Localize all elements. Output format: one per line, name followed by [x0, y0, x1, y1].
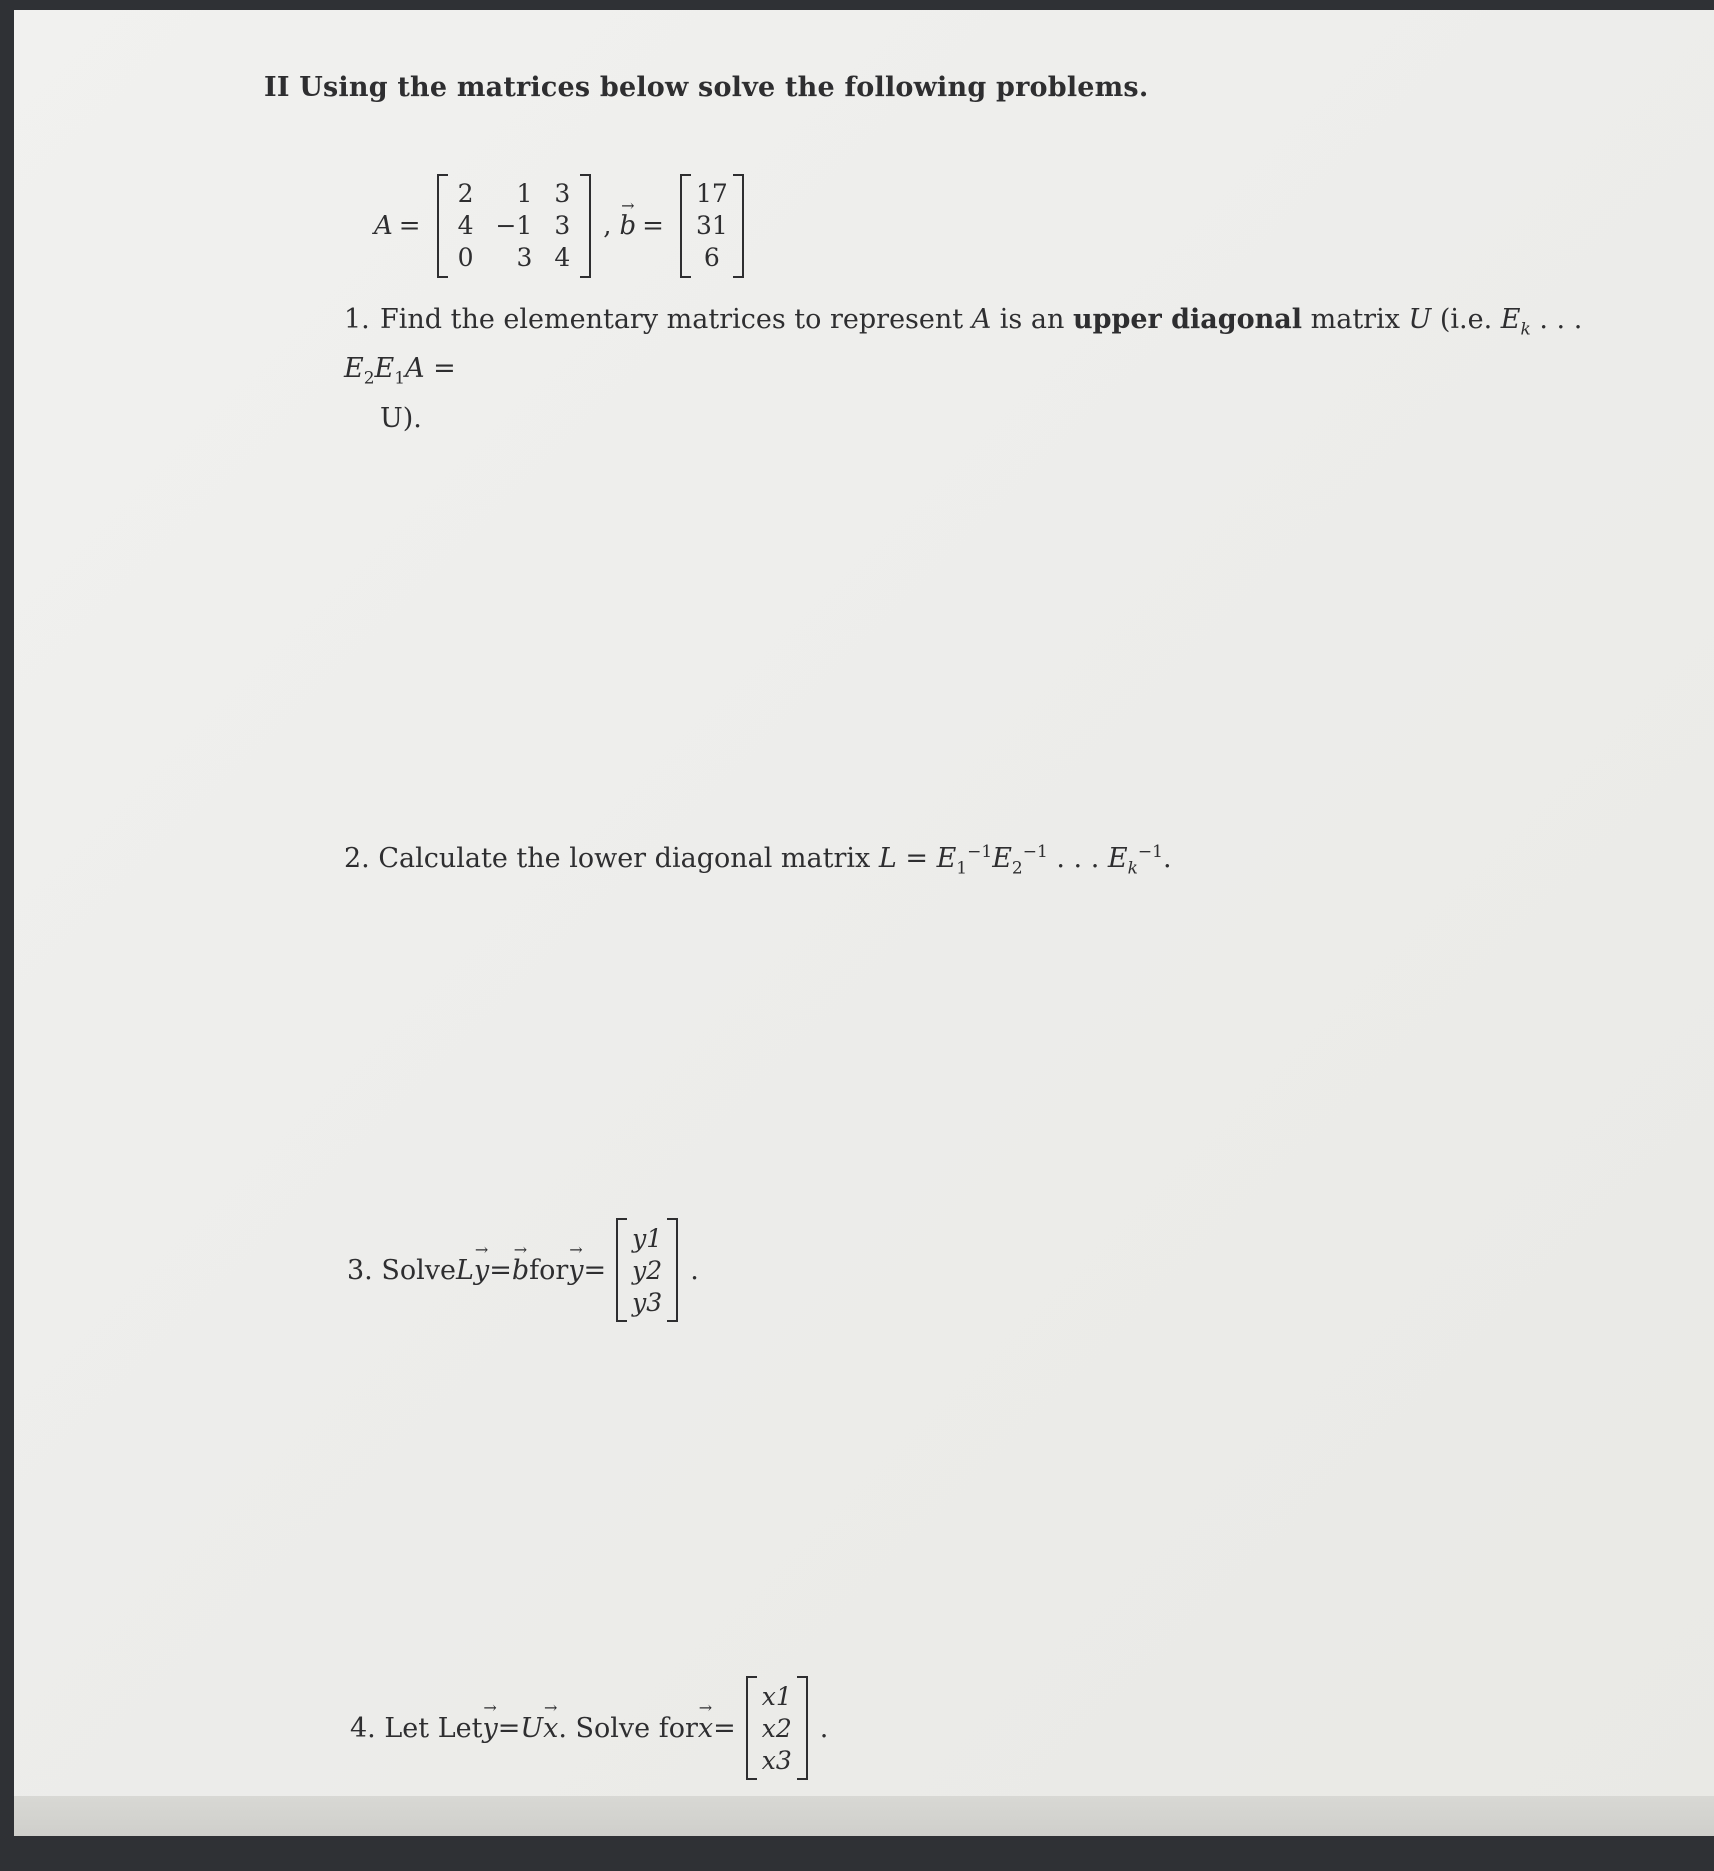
matrix-a-name: A — [374, 210, 393, 241]
vector-y-cell: y1 — [632, 1223, 663, 1253]
vector-symbol: x → — [543, 1713, 558, 1744]
problem-number: 3. — [347, 1254, 373, 1286]
separator-comma: , — [603, 210, 612, 241]
equals-sign: = — [642, 210, 664, 241]
problem-text: matrix — [1302, 304, 1409, 335]
bold-term: upper diagonal — [1072, 304, 1303, 335]
vector-b-cell: 6 — [703, 243, 720, 272]
vector-x-cell: x1 — [761, 1681, 792, 1711]
vector-b-name: b → — [620, 211, 637, 241]
math-subscript: 2 — [363, 368, 375, 389]
matrix-a-cell: 3 — [554, 179, 571, 208]
math-superscript: −1 — [1022, 842, 1048, 862]
math-superscript: −1 — [1137, 842, 1163, 862]
matrix-a-cell: −1 — [495, 211, 533, 240]
problem-text: Calculate the lower diagonal matrix — [378, 843, 879, 874]
math-symbol: L — [878, 843, 897, 874]
math-operator: = — [497, 1712, 521, 1744]
math-operator: = — [489, 1254, 512, 1286]
math-subscript: 2 — [1011, 858, 1023, 879]
matrix-a-row — [447, 210, 582, 242]
problem-text: Find the elementary matrices to represent — [380, 304, 972, 335]
matrix-a-cell: 3 — [516, 243, 533, 272]
vector-y — [616, 1218, 678, 1322]
math-period: . — [819, 1712, 829, 1744]
math-symbol: E — [374, 353, 395, 385]
problem-text: Solve — [381, 1254, 456, 1286]
math-period: . — [690, 1254, 699, 1286]
vector-y-cell: y3 — [632, 1287, 663, 1317]
math-dots: . . . — [1530, 304, 1583, 335]
problem-number: 4. — [350, 1712, 376, 1744]
math-subscript: 1 — [394, 368, 406, 389]
math-dots: . . . — [1047, 843, 1108, 874]
math-operator: = — [424, 353, 456, 385]
given-matrices — [374, 168, 744, 283]
math-operator: = — [713, 1712, 736, 1744]
problem-4 — [350, 1676, 828, 1780]
problem-3 — [347, 1218, 699, 1322]
problem-text: for — [529, 1254, 569, 1286]
math-symbol: U — [520, 1712, 544, 1744]
page-bottom-edge — [14, 1796, 1714, 1836]
matrix-a-cell: 4 — [554, 243, 571, 272]
vector-symbol: b → — [512, 1255, 529, 1286]
vector-symbol: y → — [568, 1255, 583, 1286]
math-subscript: 1 — [956, 858, 968, 879]
math-symbol: A — [405, 353, 425, 385]
matrix-a-row — [447, 242, 582, 274]
vector-b — [680, 174, 744, 278]
math-symbol: E — [344, 353, 364, 385]
matrix-a — [437, 174, 592, 278]
vector-symbol: y → — [482, 1713, 497, 1744]
math-symbol: E — [936, 843, 957, 874]
vector-x — [746, 1676, 808, 1780]
problem-text: is an — [991, 304, 1073, 335]
problem-text: . Solve for — [558, 1712, 698, 1744]
vector-b-cell: 17 — [695, 179, 728, 208]
math-subscript: k — [1127, 858, 1138, 879]
math-symbol: A — [971, 304, 992, 335]
matrix-a-cell: 3 — [554, 211, 571, 240]
vector-symbol: x → — [698, 1713, 713, 1744]
vector-x-cell: x3 — [761, 1745, 792, 1775]
section-heading: II Using the matrices below solve the following problems. — [264, 72, 1149, 103]
math-operator: = — [583, 1254, 607, 1286]
math-symbol: E — [992, 843, 1012, 874]
math-symbol: E — [1107, 843, 1128, 874]
matrix-a-row — [447, 178, 582, 210]
matrix-a-cell: 1 — [516, 179, 533, 208]
equals-sign: = — [398, 210, 421, 241]
matrix-a-cell: 2 — [457, 179, 474, 208]
math-superscript: −1 — [967, 842, 993, 862]
math-symbol: L — [455, 1254, 474, 1286]
document-page — [14, 10, 1714, 1836]
problem-text: (i.e. — [1431, 304, 1501, 335]
vector-y-cell: y2 — [632, 1255, 663, 1285]
problem-1 — [344, 300, 1644, 438]
math-symbol: U — [1408, 304, 1432, 335]
problem-text: Let Let — [384, 1712, 483, 1744]
math-operator: = — [896, 843, 937, 874]
problem-1-continuation: U). — [380, 402, 422, 434]
problem-2 — [344, 842, 1172, 878]
vector-x-cell: x2 — [761, 1713, 792, 1743]
vector-b-cell: 31 — [695, 211, 728, 240]
problem-number: 1. — [344, 304, 370, 335]
matrix-a-cell: 4 — [457, 211, 474, 240]
math-period: . — [1162, 843, 1172, 874]
problem-number: 2. — [344, 843, 370, 874]
vector-symbol: y → — [474, 1255, 489, 1286]
matrix-a-cell: 0 — [457, 243, 474, 272]
math-symbol: E — [1500, 304, 1521, 335]
math-subscript: k — [1520, 319, 1531, 340]
